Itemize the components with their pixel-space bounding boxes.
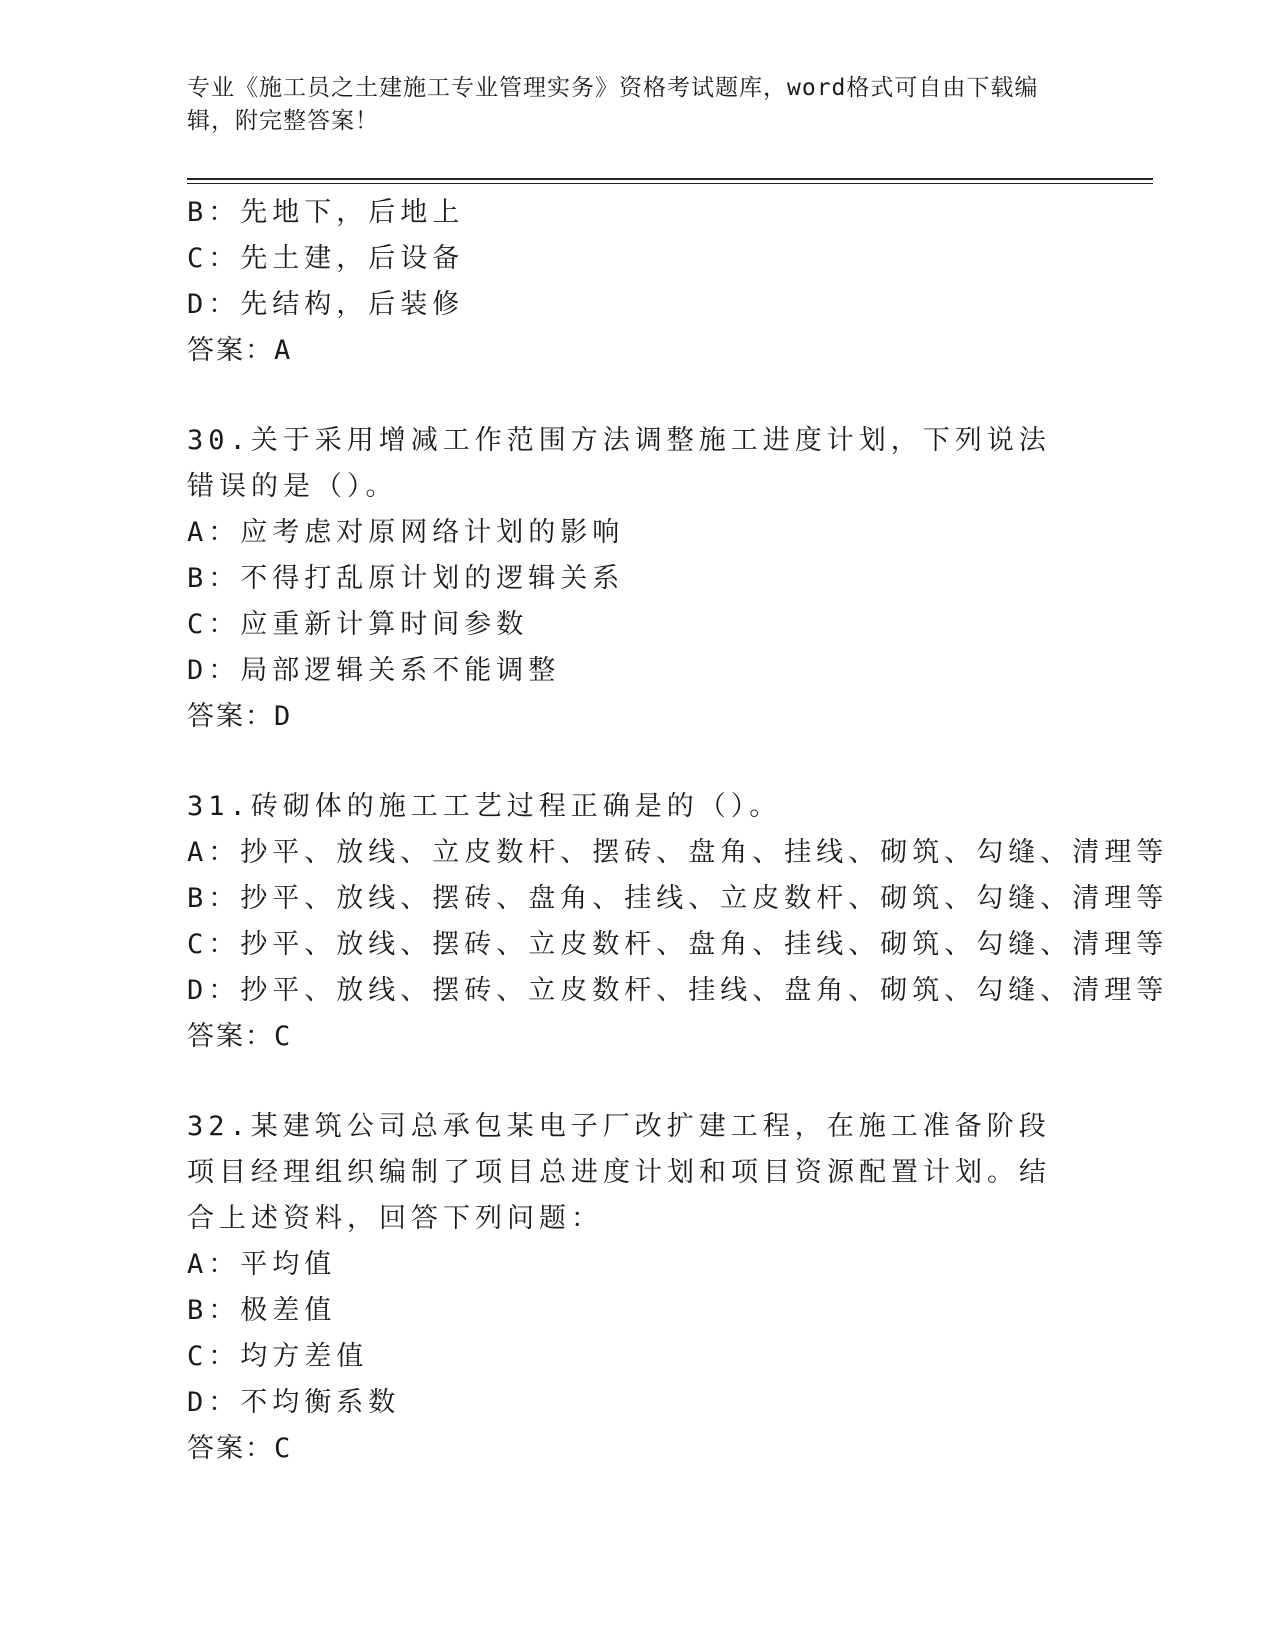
option-c: C：抄平、放线、摆砖、立皮数杆、盘角、挂线、砌筑、勾缝、清理等 [187, 929, 1169, 960]
answer-value: A [274, 335, 291, 366]
answer-line [187, 694, 1087, 740]
option-d: D：抄平、放线、摆砖、立皮数杆、挂线、盘角、砌筑、勾缝、清理等 [187, 975, 1169, 1006]
answer-line [187, 1014, 1087, 1060]
document-header: 专业《施工员之土建施工专业管理实务》资格考试题库，word格式可自由下载编辑，附完整答案！ [187, 75, 1039, 134]
option-c: C：先土建，后设备 [187, 243, 465, 274]
question-stem: 30.关于采用增减工作范围方法调整施工进度计划，下列说法错误的是（）。 [187, 425, 1051, 502]
option-d: D：不均衡系数 [187, 1387, 401, 1418]
option-a: A：应考虑对原网络计划的影响 [187, 517, 625, 548]
answer-label: 答案： [187, 335, 274, 366]
question-31 [187, 784, 1169, 1060]
option-a: A：抄平、放线、立皮数杆、摆砖、盘角、挂线、砌筑、勾缝、清理等 [187, 837, 1169, 868]
answer-line [187, 328, 1087, 374]
answer-value: D [274, 701, 291, 732]
option-c: C：应重新计算时间参数 [187, 609, 529, 640]
answer-label: 答案： [187, 701, 274, 732]
question-stem: 32.某建筑公司总承包某电子厂改扩建工程，在施工准备阶段项目经理组织编制了项目总进度计划和项目资源配置计划。结合上述资料，回答下列问题： [187, 1111, 1051, 1234]
option-d: D：局部逻辑关系不能调整 [187, 655, 561, 686]
option-b: B：抄平、放线、摆砖、盘角、挂线、立皮数杆、砌筑、勾缝、清理等 [187, 883, 1169, 914]
option-a: A：平均值 [187, 1249, 337, 1280]
answer-line [187, 1426, 1087, 1472]
answer-label: 答案： [187, 1021, 274, 1052]
answer-label: 答案： [187, 1433, 274, 1464]
option-c: C：均方差值 [187, 1341, 369, 1372]
question-stem: 31.砖砌体的施工工艺过程正确是的（）。 [187, 791, 782, 822]
question-32 [187, 1104, 1087, 1472]
question-content [187, 190, 1169, 1472]
option-b: B：极差值 [187, 1295, 337, 1326]
answer-value: C [274, 1433, 291, 1464]
answer-value: C [274, 1021, 291, 1052]
option-b: B：先地下，后地上 [187, 197, 465, 228]
prev-question-block [187, 190, 1087, 374]
header-rule-thin [187, 183, 1153, 184]
option-b: B：不得打乱原计划的逻辑关系 [187, 563, 625, 594]
option-d: D：先结构，后装修 [187, 289, 465, 320]
question-30 [187, 418, 1087, 740]
header-rule-thick [187, 178, 1153, 180]
